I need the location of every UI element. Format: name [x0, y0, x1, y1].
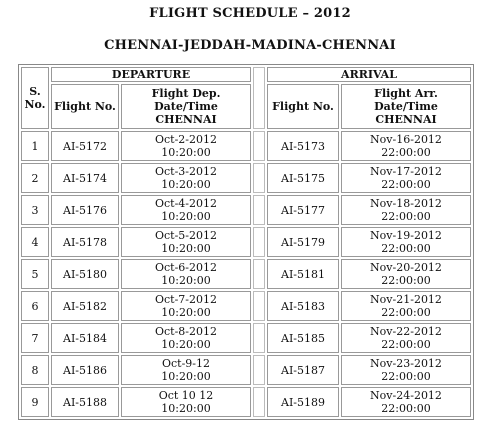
- dep-flight-cell: [51, 195, 119, 225]
- dep-datetime-cell-text: 10:20:00: [161, 210, 211, 223]
- dep-datetime-cell-text: Oct-6-2012: [154, 261, 218, 274]
- header-arr-datetime: [341, 84, 471, 129]
- arr-datetime-cell-text: Nov-23-2012: [370, 357, 442, 370]
- arr-datetime-cell-text: Nov-16-2012: [370, 133, 442, 146]
- dep-flight-cell: [51, 355, 119, 385]
- arr-flight-cell: [267, 291, 339, 321]
- arr-datetime-cell-text: 22:00:00: [381, 210, 431, 223]
- sno-cell: [21, 259, 49, 289]
- sno-cell: [21, 291, 49, 321]
- sno-cell-text: 5: [31, 267, 39, 281]
- header-arrival: ARRIVAL: [267, 67, 471, 82]
- dep-datetime-cell: [121, 323, 251, 353]
- arr-flight-cell-text: AI-5179: [281, 235, 325, 249]
- sno-cell-text: 2: [31, 171, 39, 185]
- arr-datetime-cell-text: Nov-22-2012: [370, 325, 442, 338]
- header-sno-line2: No.: [24, 98, 46, 111]
- arr-datetime-cell-text: Nov-20-2012: [370, 261, 442, 274]
- arr-datetime-cell-text: 22:00:00: [381, 242, 431, 255]
- sno-cell: [21, 163, 49, 193]
- route-title: CHENNAI-JEDDAH-MADINA-CHENNAI: [104, 38, 396, 53]
- dep-flight-cell-text: AI-5188: [63, 395, 107, 409]
- dep-flight-cell-text: AI-5182: [63, 299, 107, 313]
- header-dep-datetime-line2: Date/Time: [154, 100, 218, 113]
- arr-datetime-cell: [341, 227, 471, 257]
- sno-cell-text: 1: [31, 139, 39, 153]
- arr-datetime-cell-text: 22:00:00: [381, 178, 431, 191]
- sno-cell: [21, 131, 49, 161]
- arr-flight-cell-text: AI-5189: [281, 395, 325, 409]
- dep-datetime-cell-text: Oct 10 12: [158, 389, 214, 402]
- dep-datetime-cell-text: 10:20:00: [161, 274, 211, 287]
- dep-datetime-cell: [121, 355, 251, 385]
- header-sno: [21, 67, 49, 129]
- table-row: [21, 131, 471, 161]
- dep-flight-cell: [51, 291, 119, 321]
- arr-datetime-cell: [341, 291, 471, 321]
- column-separator: [253, 387, 265, 417]
- dep-flight-cell: [51, 323, 119, 353]
- dep-datetime-cell-text: 10:20:00: [161, 370, 211, 383]
- dep-datetime-cell-text: 10:20:00: [161, 338, 211, 351]
- sno-cell: [21, 195, 49, 225]
- arr-flight-cell-text: AI-5187: [281, 363, 325, 377]
- arr-datetime-cell-text: 22:00:00: [381, 402, 431, 415]
- column-separator: [253, 131, 265, 161]
- arr-datetime-cell: [341, 323, 471, 353]
- sno-cell: [21, 387, 49, 417]
- dep-datetime-cell: [121, 195, 251, 225]
- arr-datetime-cell: [341, 355, 471, 385]
- table-row: [21, 227, 471, 257]
- header-dep-datetime-line1: Flight Dep.: [151, 87, 221, 100]
- arr-datetime-cell-text: 22:00:00: [381, 338, 431, 351]
- arr-flight-cell-text: AI-5185: [281, 331, 325, 345]
- dep-datetime-cell-text: 10:20:00: [161, 178, 211, 191]
- dep-datetime-cell-text: Oct-9-12: [161, 357, 211, 370]
- header-dep-datetime: [121, 84, 251, 129]
- arr-flight-cell-text: AI-5183: [281, 299, 325, 313]
- column-separator: [253, 291, 265, 321]
- column-separator: [253, 67, 265, 129]
- arr-datetime-cell: [341, 163, 471, 193]
- arr-datetime-cell: [341, 195, 471, 225]
- arr-datetime-cell-text: 22:00:00: [381, 370, 431, 383]
- header-arr-flight-no: Flight No.: [267, 84, 339, 129]
- arr-datetime-cell-text: Nov-24-2012: [370, 389, 442, 402]
- dep-datetime-cell-text: Oct-7-2012: [154, 293, 218, 306]
- header-dep-flight-no: Flight No.: [51, 84, 119, 129]
- header-dep-datetime-line3: CHENNAI: [155, 113, 217, 126]
- dep-datetime-cell: [121, 163, 251, 193]
- table-row: [21, 387, 471, 417]
- dep-flight-cell-text: AI-5186: [63, 363, 107, 377]
- table-row: [21, 195, 471, 225]
- dep-flight-cell: [51, 227, 119, 257]
- dep-flight-cell-text: AI-5176: [63, 203, 107, 217]
- arr-flight-cell: [267, 227, 339, 257]
- arr-datetime-cell-text: 22:00:00: [381, 306, 431, 319]
- page-title: FLIGHT SCHEDULE – 2012: [149, 6, 351, 21]
- dep-datetime-cell-text: Oct-2-2012: [154, 133, 218, 146]
- dep-datetime-cell-text: Oct-4-2012: [154, 197, 218, 210]
- arr-flight-cell: [267, 259, 339, 289]
- dep-datetime-cell-text: 10:20:00: [161, 402, 211, 415]
- table-row: [21, 163, 471, 193]
- table-row: [21, 323, 471, 353]
- dep-datetime-cell-text: 10:20:00: [161, 306, 211, 319]
- sno-cell-text: 4: [31, 235, 39, 249]
- arr-flight-cell: [267, 323, 339, 353]
- arr-flight-cell-text: AI-5181: [281, 267, 325, 281]
- table-row: [21, 355, 471, 385]
- arr-flight-cell: [267, 195, 339, 225]
- sno-cell-text: 3: [31, 203, 39, 217]
- dep-datetime-cell-text: Oct-8-2012: [154, 325, 218, 338]
- header-arr-datetime-line3: CHENNAI: [375, 113, 437, 126]
- dep-flight-cell-text: AI-5178: [63, 235, 107, 249]
- dep-datetime-cell-text: 10:20:00: [161, 146, 211, 159]
- column-separator: [253, 323, 265, 353]
- sno-cell: [21, 355, 49, 385]
- dep-datetime-cell-text: 10:20:00: [161, 242, 211, 255]
- sno-cell-text: 8: [31, 363, 39, 377]
- header-sno-line1: S.: [29, 85, 41, 98]
- header-arr-datetime-line2: Date/Time: [374, 100, 438, 113]
- sno-cell-text: 6: [31, 299, 39, 313]
- dep-datetime-cell: [121, 131, 251, 161]
- arr-datetime-cell: [341, 387, 471, 417]
- dep-datetime-cell: [121, 387, 251, 417]
- dep-datetime-cell-text: Oct-5-2012: [154, 229, 218, 242]
- arr-flight-cell-text: AI-5177: [281, 203, 325, 217]
- header-group-row: [21, 67, 471, 82]
- arr-datetime-cell-text: Nov-18-2012: [370, 197, 442, 210]
- flight-schedule-table: [18, 64, 474, 420]
- table-row: [21, 259, 471, 289]
- column-separator: [253, 163, 265, 193]
- dep-flight-cell-text: AI-5184: [63, 331, 107, 345]
- arr-datetime-cell-text: 22:00:00: [381, 146, 431, 159]
- arr-datetime-cell-text: Nov-17-2012: [370, 165, 442, 178]
- sno-cell: [21, 323, 49, 353]
- arr-flight-cell-text: AI-5173: [281, 139, 325, 153]
- dep-flight-cell: [51, 131, 119, 161]
- table-row: [21, 291, 471, 321]
- header-sub-row: [21, 84, 471, 129]
- arr-flight-cell: [267, 387, 339, 417]
- arr-flight-cell: [267, 163, 339, 193]
- arr-datetime-cell-text: 22:00:00: [381, 274, 431, 287]
- sno-cell-text: 7: [31, 331, 39, 345]
- arr-flight-cell: [267, 131, 339, 161]
- dep-flight-cell-text: AI-5174: [63, 171, 107, 185]
- header-arr-datetime-line1: Flight Arr.: [374, 87, 438, 100]
- arr-flight-cell-text: AI-5175: [281, 171, 325, 185]
- dep-flight-cell: [51, 163, 119, 193]
- dep-flight-cell: [51, 259, 119, 289]
- column-separator: [253, 227, 265, 257]
- arr-datetime-cell-text: Nov-19-2012: [370, 229, 442, 242]
- dep-flight-cell: [51, 387, 119, 417]
- column-separator: [253, 195, 265, 225]
- arr-datetime-cell-text: Nov-21-2012: [370, 293, 442, 306]
- dep-datetime-cell: [121, 259, 251, 289]
- column-separator: [253, 259, 265, 289]
- arr-flight-cell: [267, 355, 339, 385]
- sno-cell: [21, 227, 49, 257]
- header-departure: DEPARTURE: [51, 67, 251, 82]
- arr-datetime-cell: [341, 131, 471, 161]
- dep-datetime-cell-text: Oct-3-2012: [154, 165, 218, 178]
- arr-datetime-cell: [341, 259, 471, 289]
- dep-datetime-cell: [121, 291, 251, 321]
- dep-flight-cell-text: AI-5172: [63, 139, 107, 153]
- sno-cell-text: 9: [31, 395, 39, 409]
- dep-datetime-cell: [121, 227, 251, 257]
- dep-flight-cell-text: AI-5180: [63, 267, 107, 281]
- table-body: [21, 131, 471, 417]
- column-separator: [253, 355, 265, 385]
